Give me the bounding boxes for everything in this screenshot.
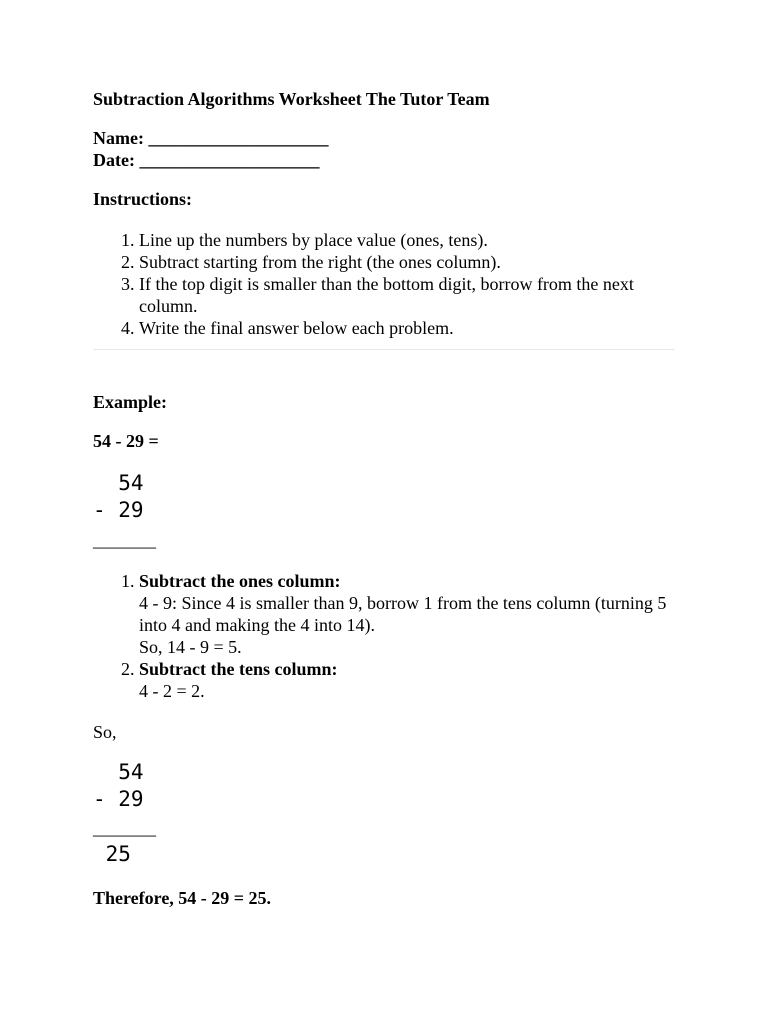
instruction-item: 4. Write the final answer below each problem. xyxy=(139,317,675,339)
conclusion-text: Therefore, 54 - 29 = 25. xyxy=(93,888,272,908)
name-field-line: Name: ____________________ xyxy=(93,128,329,148)
example-problem: 54 - 29 = xyxy=(93,431,159,451)
step-detail: 4 - 2 = 2. xyxy=(139,681,205,701)
final-answer: 25 xyxy=(93,842,131,866)
step-detail: So, 14 - 9 = 5. xyxy=(139,637,242,657)
page-title: Subtraction Algorithms Worksheet The Tutor Team xyxy=(93,89,490,109)
answer-rule: _______ xyxy=(93,818,156,838)
vertical-subtraction-setup: 54 - 29 xyxy=(93,471,144,522)
solution-step xyxy=(139,570,675,658)
section-divider xyxy=(93,349,675,350)
step-detail: 4 - 9: Since 4 is smaller than 9, borrow 1 from the tens column (turning 5 into 4 and making the 4 into 14). xyxy=(139,593,667,635)
instruction-item: 3. If the top digit is smaller than the bottom digit, borrow from the next column. xyxy=(139,273,675,317)
vertical-subtraction-result: 54 - 29 xyxy=(93,760,144,811)
instruction-item: 2. Subtract starting from the right (the ones column). xyxy=(139,251,675,273)
instructions-list xyxy=(93,229,675,339)
example-heading: Example: xyxy=(93,392,167,412)
so-text: So, xyxy=(93,722,117,742)
solution-steps xyxy=(93,570,675,702)
answer-rule: _______ xyxy=(93,530,156,550)
instruction-item: 1. Line up the numbers by place value (ones, tens). xyxy=(139,229,675,251)
date-field-line: Date: ____________________ xyxy=(93,150,320,170)
step-title: Subtract the ones column: xyxy=(139,571,341,591)
step-title: Subtract the tens column: xyxy=(139,659,338,679)
instructions-heading: Instructions: xyxy=(93,189,193,209)
solution-step xyxy=(139,658,675,702)
